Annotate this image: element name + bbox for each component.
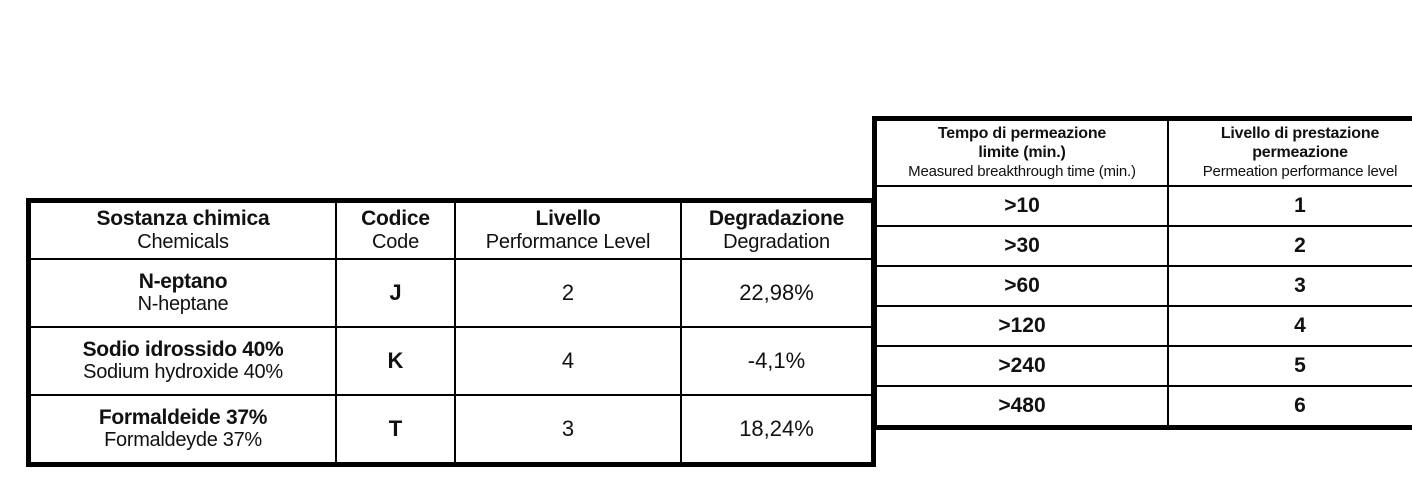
header-code-it: Codice xyxy=(361,207,430,230)
chemicals-table-container xyxy=(26,198,845,467)
table-row xyxy=(875,266,1412,306)
cell-substance xyxy=(29,327,337,395)
header-cell-code xyxy=(336,201,455,259)
header-cell-substance xyxy=(29,201,337,259)
cell-breakthrough-time: >480 xyxy=(875,386,1169,428)
cell-breakthrough-time: >240 xyxy=(875,346,1169,386)
header-level-it-line2: permeazione xyxy=(1252,143,1348,161)
cell-level: 3 xyxy=(455,395,681,465)
permeation-table xyxy=(872,116,1412,430)
cell-breakthrough-time: >30 xyxy=(875,226,1169,266)
table-row xyxy=(875,386,1412,428)
cell-breakthrough-time: >10 xyxy=(875,186,1169,226)
header-substance-en: Chemicals xyxy=(137,230,229,253)
table-header-row xyxy=(29,201,874,259)
cell-code: T xyxy=(336,395,455,465)
cell-substance xyxy=(29,395,337,465)
header-cell-breakthrough-time xyxy=(875,119,1169,186)
cell-degradation: 18,24% xyxy=(681,395,874,465)
header-time-en: Measured breakthrough time (min.) xyxy=(908,162,1136,180)
cell-degradation: -4,1% xyxy=(681,327,874,395)
cell-degradation: 22,98% xyxy=(681,259,874,327)
cell-substance xyxy=(29,259,337,327)
permeation-table-container xyxy=(872,116,1400,430)
substance-name-en: Formaldeyde 37% xyxy=(104,428,262,451)
header-degradation-it: Degradazione xyxy=(708,207,845,230)
table-row xyxy=(875,306,1412,346)
header-cell-performance-level xyxy=(1168,119,1412,186)
cell-breakthrough-time: >120 xyxy=(875,306,1169,346)
table-row xyxy=(875,186,1412,226)
cell-performance-level: 3 xyxy=(1168,266,1412,306)
substance-name-it: N-eptano xyxy=(138,269,228,293)
substance-name-en: Sodium hydroxide 40% xyxy=(83,360,283,383)
header-level-en: Permeation performance level xyxy=(1202,162,1398,180)
table-header-row xyxy=(875,119,1412,186)
header-time-it-line1: Tempo di permeazione xyxy=(937,125,1107,142)
cell-performance-level: 5 xyxy=(1168,346,1412,386)
header-cell-degradation xyxy=(681,201,874,259)
header-level-en: Performance Level xyxy=(485,230,651,253)
substance-name-en: N-heptane xyxy=(137,292,229,315)
cell-performance-level: 6 xyxy=(1168,386,1412,428)
header-cell-level xyxy=(455,201,681,259)
header-level-it-line1: Livello di prestazione xyxy=(1220,125,1380,142)
table-row xyxy=(29,327,874,395)
table-row xyxy=(29,259,874,327)
cell-code: K xyxy=(336,327,455,395)
cell-performance-level: 2 xyxy=(1168,226,1412,266)
header-time-it-line2: limite (min.) xyxy=(978,143,1066,161)
header-substance-it: Sostanza chimica xyxy=(96,207,270,230)
chemicals-table xyxy=(26,198,876,467)
header-level-it: Livello xyxy=(535,207,601,230)
cell-code: J xyxy=(336,259,455,327)
table-row xyxy=(875,346,1412,386)
cell-performance-level: 4 xyxy=(1168,306,1412,346)
cell-breakthrough-time: >60 xyxy=(875,266,1169,306)
cell-level: 2 xyxy=(455,259,681,327)
header-degradation-en: Degradation xyxy=(723,230,830,253)
table-row xyxy=(29,395,874,465)
cell-performance-level: 1 xyxy=(1168,186,1412,226)
substance-name-it: Formaldeide 37% xyxy=(98,405,268,429)
substance-name-it: Sodio idrossido 40% xyxy=(82,337,284,361)
table-row xyxy=(875,226,1412,266)
cell-level: 4 xyxy=(455,327,681,395)
header-code-en: Code xyxy=(371,230,419,253)
